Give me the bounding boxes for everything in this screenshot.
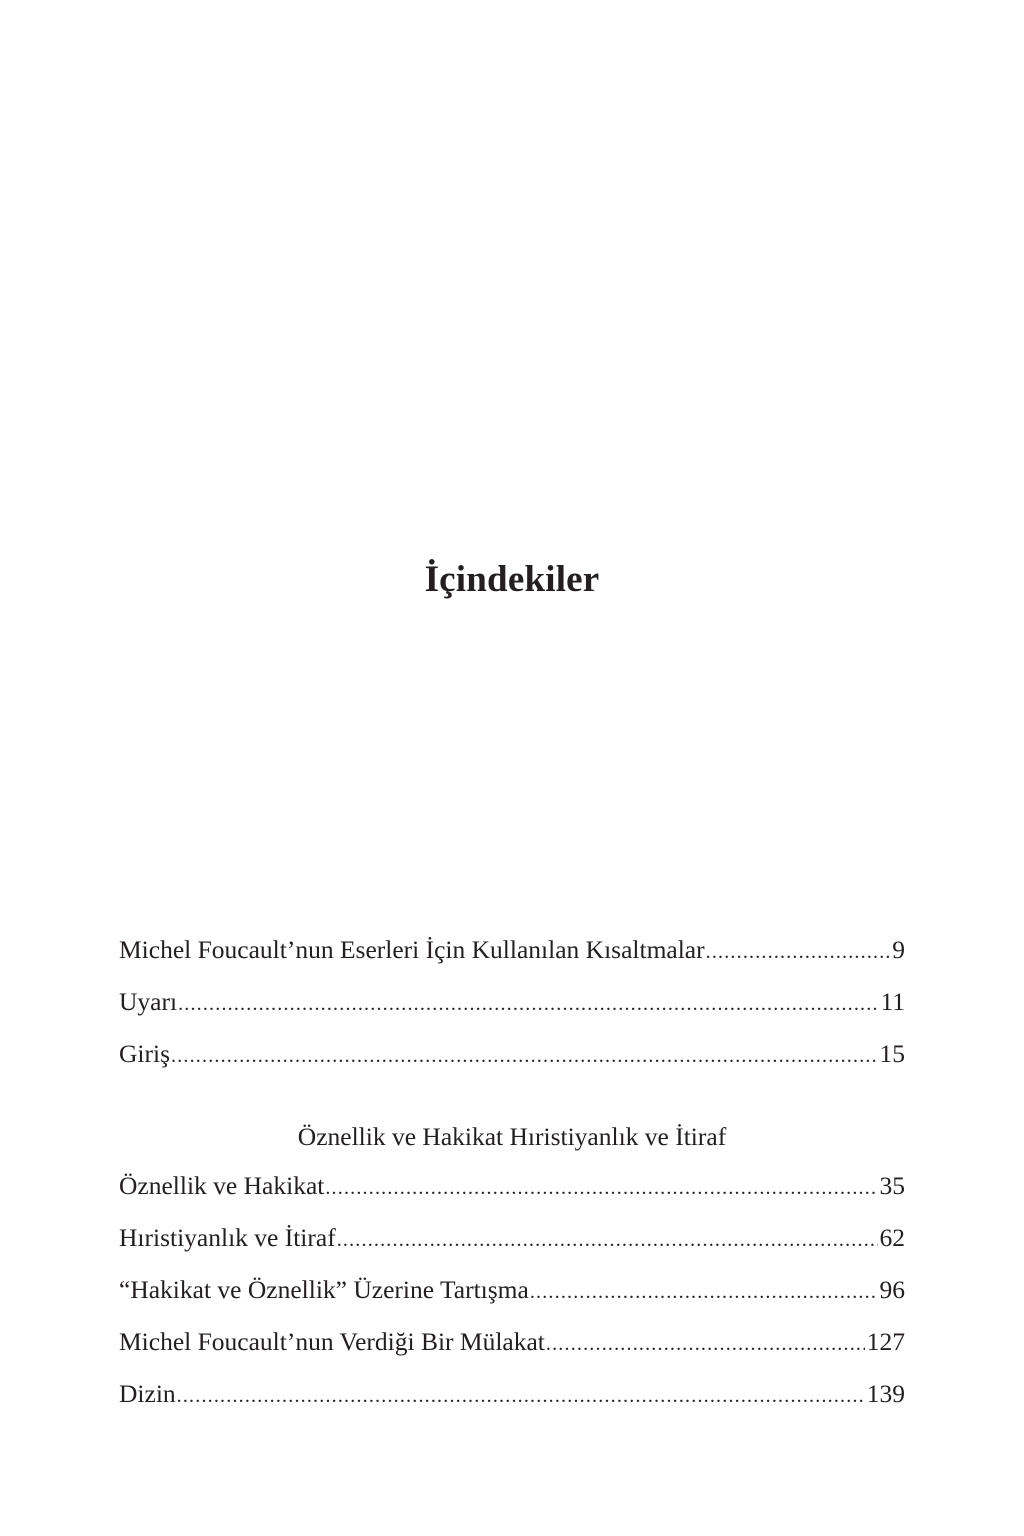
section-heading: Öznellik ve Hakikat Hıristiyanlık ve İtiraf [297,1122,727,1151]
dot-leader [706,929,891,975]
toc-entry-interview [119,1319,905,1371]
dot-leader [178,981,878,1027]
toc-entry-page: 15 [879,1039,905,1068]
toc-entry-introduction [119,1031,905,1083]
dot-leader [546,1321,865,1367]
dot-leader [171,1033,878,1079]
toc-entry-label: Hıristiyanlık ve İtiraf [119,1223,336,1252]
toc-entry-warning [119,979,905,1031]
page-title: İçindekiler [424,558,600,600]
toc-entry-page: 35 [879,1171,905,1200]
toc-entry-page: 11 [880,987,905,1016]
dot-leader [177,1373,865,1419]
toc-entry-label: Giriş [119,1039,170,1068]
toc-entry-christianity-confession [119,1215,905,1267]
toc-entry-discussion [119,1267,905,1319]
toc-entry-abbreviations [119,927,905,979]
toc-entry-page: 127 [866,1327,905,1356]
toc-entry-label: Michel Foucault’nun Verdiği Bir Mülakat [119,1327,545,1356]
dot-leader [337,1217,878,1263]
table-of-contents [119,927,905,1423]
toc-entry-page: 96 [879,1275,905,1304]
toc-entry-label: Michel Foucault’nun Eserleri İçin Kullanılan Kısaltmalar [119,935,705,964]
toc-entry-label: Dizin [119,1379,176,1408]
toc-entry-label: Öznellik ve Hakikat [119,1171,325,1200]
toc-entry-index [119,1371,905,1423]
toc-entry-subjectivity-truth [119,1163,905,1215]
toc-entry-label: Uyarı [119,987,178,1016]
toc-entry-page: 9 [892,935,905,964]
toc-entry-label: “Hakikat ve Öznellik” Üzerine Tartışma [119,1275,529,1304]
dot-leader [530,1269,878,1315]
toc-entry-page: 139 [866,1379,905,1408]
toc-entry-page: 62 [879,1223,905,1252]
dot-leader [325,1165,877,1211]
